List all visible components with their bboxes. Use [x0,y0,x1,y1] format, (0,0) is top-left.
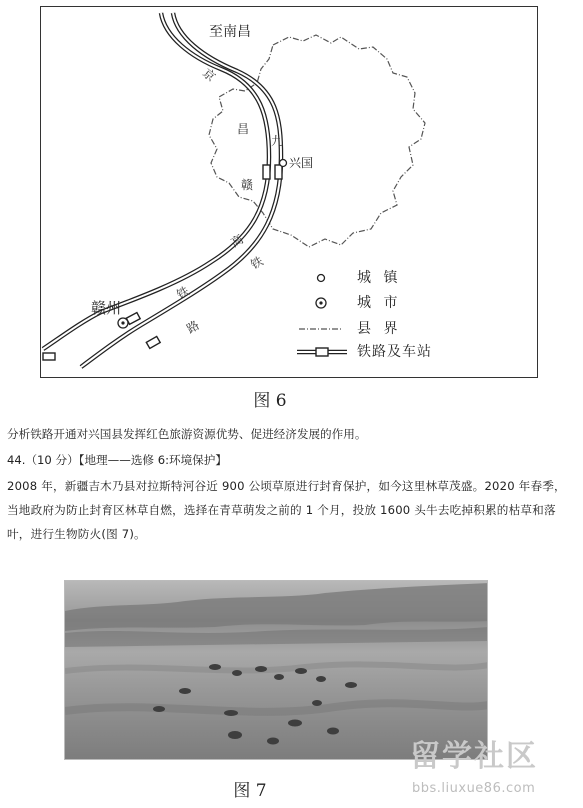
question-44-body: 2008 年，新疆吉木乃县对拉斯特河谷近 900 公顷草原进行封育保护，如今这里林草茂盛。2020 年春季，当地政府为防止封育区林草自燃，选择在青草萌发之前的 1 个月，投放 1600 头牛去吃掉积累的枯草和落叶，进行生物防火(图 7)。 [7,479,566,541]
figure6-caption: 图 6 [253,391,287,411]
intro-paragraph: 分析铁路开通对兴国县发挥红色旅游资源优势、促进经济发展的作用。 [7,427,367,441]
station-xingguo-b [275,165,282,179]
label-railway-lu: 路 [184,317,202,337]
county-border-line [209,35,425,251]
label-ganzhou: 赣州 [91,299,122,317]
legend-railway-label: 铁路及车站 [357,344,432,360]
station-ganzhou-b [146,336,160,348]
pasture-photo-graphic [65,581,488,760]
legend-town-icon [318,275,325,282]
watermark-logo-text: 留学社区 [410,739,538,774]
legend-railway-icon [297,348,347,356]
figure7-caption: 图 7 [233,781,267,801]
label-xingguo: 兴国 [289,156,314,170]
label-railway-gan: 赣 [241,178,254,192]
figure6-map [40,6,538,378]
map-graphic [41,7,539,379]
label-railway-tie: 铁 [248,253,266,273]
legend-city-label: 城 市 [357,295,402,311]
label-railway-chang: 昌 [237,122,250,136]
watermark-url: bbs.liuxue86.com [412,781,536,796]
station-xingguo-a [263,165,270,179]
figure7-photo [64,580,488,760]
label-railway-tie-2: 铁 [174,283,192,303]
town-xingguo-marker [280,160,287,167]
legend-border-label: 县 界 [357,321,402,337]
label-railway-gao: 高 [228,231,246,251]
legend-town-label: 城 镇 [357,270,402,286]
question-44-title: 44.（10 分）【地理——选修 6:环境保护】 [7,453,227,467]
site-watermark [400,740,580,808]
label-railway-jiu: 九 [271,134,284,148]
label-railway-jing: 京 [199,65,219,85]
station-left-edge [43,353,55,360]
label-to-nanchang: 至南昌 [209,24,251,40]
railway-line-a [43,13,269,349]
